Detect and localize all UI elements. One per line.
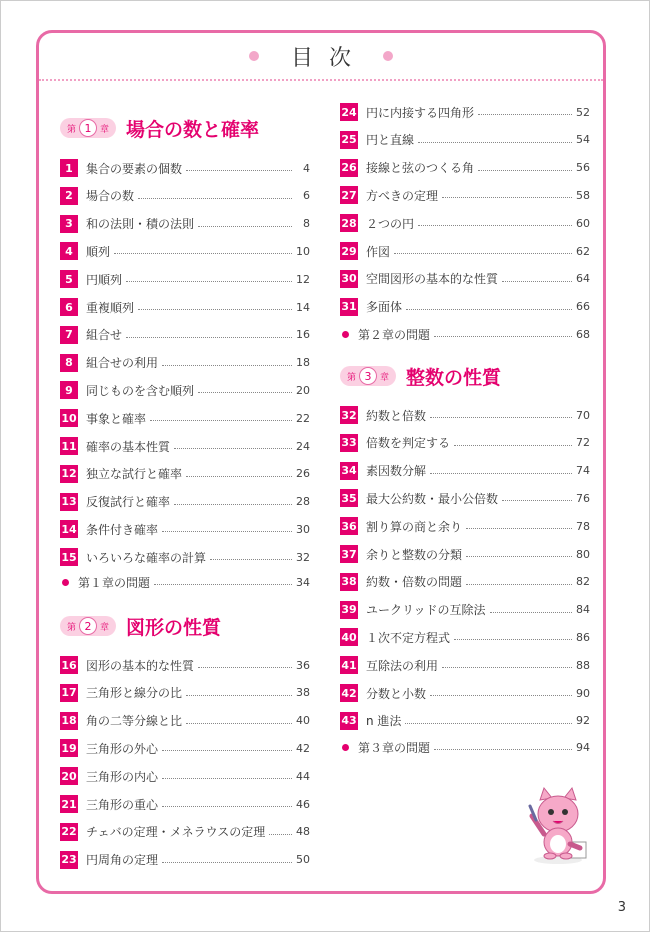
section-page: 66 xyxy=(576,300,590,314)
toc-entry[interactable] xyxy=(340,516,590,536)
dot-leader xyxy=(454,638,572,640)
section-page: 48 xyxy=(296,825,310,839)
section-number: 9 xyxy=(60,381,78,399)
dot-leader xyxy=(466,555,572,557)
toc-entry[interactable] xyxy=(60,408,310,428)
section-number: 2 xyxy=(60,187,78,205)
section-number: 23 xyxy=(60,851,78,869)
dot-leader xyxy=(466,583,572,585)
toc-entry[interactable] xyxy=(60,186,310,206)
section-title: 角の二等分線と比 xyxy=(86,714,183,729)
dot-leader xyxy=(394,252,572,254)
section-number: 27 xyxy=(340,186,358,204)
section-title: 互除法の利用 xyxy=(366,658,439,673)
dot-leader xyxy=(442,666,572,668)
chapter-3-heading xyxy=(340,362,501,390)
section-page: 14 xyxy=(296,300,310,314)
section-number: 43 xyxy=(340,712,358,730)
bullet-icon xyxy=(62,579,69,586)
dot-leader xyxy=(126,280,292,282)
dot-leader xyxy=(186,694,292,696)
toc-entry[interactable] xyxy=(60,214,310,234)
title-row xyxy=(39,33,603,79)
dot-leader xyxy=(418,224,572,226)
toc-entry[interactable] xyxy=(60,297,310,317)
section-title: 同じものを含む順列 xyxy=(86,383,195,398)
section-number: 22 xyxy=(60,823,78,841)
section-page: 52 xyxy=(576,105,590,119)
dot-leader xyxy=(466,527,572,529)
section-number: 37 xyxy=(340,545,358,563)
chapter-suffix: 章 xyxy=(380,372,390,383)
section-page: 36 xyxy=(296,658,310,672)
dot-leader xyxy=(502,280,572,282)
toc-entry[interactable] xyxy=(60,794,310,814)
toc-entry[interactable] xyxy=(340,627,590,647)
section-number: 11 xyxy=(60,437,78,455)
title-dot-right xyxy=(383,51,393,61)
section-number: 26 xyxy=(340,159,358,177)
section-number: 21 xyxy=(60,795,78,813)
bullet-icon xyxy=(342,744,349,751)
dot-leader xyxy=(138,197,292,199)
section-page: 38 xyxy=(296,686,310,700)
section-title: 多面体 xyxy=(366,300,403,315)
section-number: 12 xyxy=(60,465,78,483)
toc-entry[interactable] xyxy=(60,519,310,539)
section-title: 素因数分解 xyxy=(366,464,427,479)
section-number: 31 xyxy=(340,298,358,316)
section-title: 組合せ xyxy=(86,328,123,343)
dot-leader xyxy=(418,141,572,143)
section-title: 割り算の商と余り xyxy=(366,519,463,534)
section-title: 条件付き確率 xyxy=(86,522,159,537)
section-title: 確率の基本性質 xyxy=(86,439,171,454)
pink-cat-mascot-icon xyxy=(522,786,592,866)
section-number: 24 xyxy=(340,103,358,121)
chapter-3-badge xyxy=(340,366,396,386)
section-number: 14 xyxy=(60,520,78,538)
toc-entry[interactable] xyxy=(60,158,310,178)
title-divider xyxy=(39,79,603,81)
section-title: いろいろな確率の計算 xyxy=(86,550,207,565)
dot-leader xyxy=(198,391,292,393)
dot-leader xyxy=(162,749,292,751)
section-title: 三角形の外心 xyxy=(86,741,159,756)
section-page: 74 xyxy=(576,464,590,478)
toc-entry[interactable] xyxy=(60,738,310,758)
dot-leader xyxy=(114,252,292,254)
section-title: 集合の要素の個数 xyxy=(86,161,183,176)
toc-entry[interactable] xyxy=(60,822,310,842)
toc-entry[interactable] xyxy=(60,547,310,567)
section-title: 円に内接する四角形 xyxy=(366,105,475,120)
dot-leader xyxy=(405,722,572,724)
chapter-problems-entry[interactable] xyxy=(340,737,590,757)
section-page: 28 xyxy=(296,495,310,509)
section-page: 10 xyxy=(296,244,310,258)
dot-leader xyxy=(162,530,292,532)
dot-leader xyxy=(442,196,572,198)
section-page: 12 xyxy=(296,272,310,286)
section-title: 事象と確率 xyxy=(86,411,147,426)
section-page: 90 xyxy=(576,686,590,700)
section-number: 8 xyxy=(60,354,78,372)
section-page: 54 xyxy=(576,133,590,147)
section-number: 16 xyxy=(60,656,78,674)
section-number: 39 xyxy=(340,601,358,619)
section-page: 64 xyxy=(576,272,590,286)
dot-leader xyxy=(490,611,572,613)
toc-entry[interactable] xyxy=(340,297,590,317)
dot-leader xyxy=(198,666,292,668)
section-page: 62 xyxy=(576,244,590,258)
chapter-suffix: 章 xyxy=(100,124,110,135)
toc-entry[interactable] xyxy=(340,572,590,592)
dot-leader xyxy=(150,419,292,421)
section-number: 33 xyxy=(340,434,358,452)
dot-leader xyxy=(430,472,572,474)
section-title: １次不定方程式 xyxy=(366,630,451,645)
section-title: 分数と小数 xyxy=(366,686,427,701)
dot-leader xyxy=(126,336,292,338)
chapter-3-title: 整数の性質 xyxy=(406,366,502,389)
section-title: 三角形と線分の比 xyxy=(86,686,183,701)
problems-page: 34 xyxy=(296,575,310,589)
toc-entry[interactable] xyxy=(60,655,310,675)
section-page: 22 xyxy=(296,411,310,425)
toc-entry[interactable] xyxy=(60,492,310,512)
section-page: 20 xyxy=(296,383,310,397)
section-title: 三角形の内心 xyxy=(86,769,159,784)
section-number: 38 xyxy=(340,573,358,591)
dot-leader xyxy=(154,583,292,585)
section-title: 接線と弦のつくる角 xyxy=(366,161,475,176)
chapter-prefix: 第 xyxy=(347,372,357,383)
section-number: 40 xyxy=(340,628,358,646)
section-number: 30 xyxy=(340,270,358,288)
toc-entry[interactable] xyxy=(340,269,590,289)
toc-entry[interactable] xyxy=(340,102,590,122)
chapter-problems-entry[interactable] xyxy=(60,572,310,592)
section-number: 28 xyxy=(340,214,358,232)
toc-entry[interactable] xyxy=(60,436,310,456)
section-page: 78 xyxy=(576,519,590,533)
toc-entry[interactable] xyxy=(340,185,590,205)
section-page: 30 xyxy=(296,522,310,536)
toc-entry[interactable] xyxy=(340,600,590,620)
chapter-2-badge xyxy=(60,616,116,636)
chapter-prefix: 第 xyxy=(67,124,77,135)
section-page: 46 xyxy=(296,797,310,811)
section-title: 三角形の重心 xyxy=(86,797,159,812)
dot-leader xyxy=(478,113,572,115)
dot-leader xyxy=(174,503,292,505)
chapter-2-heading xyxy=(60,612,221,640)
toc-entry[interactable] xyxy=(340,130,590,150)
dot-leader xyxy=(434,335,572,337)
chapter-number: 2 xyxy=(79,617,97,635)
toc-entry[interactable] xyxy=(60,850,310,870)
toc-entry[interactable] xyxy=(60,353,310,373)
toc-entry[interactable] xyxy=(60,241,310,261)
section-title: 反復試行と確率 xyxy=(86,495,171,510)
section-title: 場合の数 xyxy=(86,189,135,204)
section-title: 図形の基本的な性質 xyxy=(86,658,195,673)
section-number: 7 xyxy=(60,326,78,344)
section-number: 36 xyxy=(340,517,358,535)
section-title: 組合せの利用 xyxy=(86,356,159,371)
dot-leader xyxy=(198,225,292,227)
section-number: 19 xyxy=(60,739,78,757)
toc-entry[interactable] xyxy=(340,461,590,481)
toc-entry[interactable] xyxy=(60,380,310,400)
dot-leader xyxy=(434,748,572,750)
problems-title: 第２章の問題 xyxy=(358,327,431,342)
chapter-1-title: 場合の数と確率 xyxy=(126,118,260,141)
section-title: n 進法 xyxy=(366,714,402,729)
section-page: 6 xyxy=(303,189,310,203)
problems-title: 第１章の問題 xyxy=(78,575,151,590)
dot-leader xyxy=(406,308,572,310)
chapter-number: 1 xyxy=(79,119,97,137)
dot-leader xyxy=(162,364,292,366)
bullet-icon xyxy=(342,331,349,338)
section-page: 88 xyxy=(576,658,590,672)
section-page: 84 xyxy=(576,603,590,617)
toc-entry[interactable] xyxy=(60,269,310,289)
toc-entry[interactable] xyxy=(340,405,590,425)
page-title: 目次 xyxy=(290,45,367,71)
section-number: 20 xyxy=(60,767,78,785)
section-page: 4 xyxy=(303,161,310,175)
section-title: 約数と倍数 xyxy=(366,408,427,423)
toc-entry[interactable] xyxy=(60,464,310,484)
section-number: 34 xyxy=(340,462,358,480)
section-page: 92 xyxy=(576,714,590,728)
section-title: 余りと整数の分類 xyxy=(366,547,463,562)
toc-entry[interactable] xyxy=(60,683,310,703)
dot-leader xyxy=(478,169,572,171)
section-number: 3 xyxy=(60,215,78,233)
dot-leader xyxy=(186,722,292,724)
section-title: 作図 xyxy=(366,244,391,259)
dot-leader xyxy=(210,558,292,560)
dot-leader xyxy=(186,475,292,477)
section-number: 4 xyxy=(60,242,78,260)
problems-title: 第３章の問題 xyxy=(358,740,431,755)
toc-entry[interactable] xyxy=(340,544,590,564)
chapter-suffix: 章 xyxy=(100,622,110,633)
toc-entry[interactable] xyxy=(60,766,310,786)
section-number: 42 xyxy=(340,684,358,702)
section-page: 8 xyxy=(303,217,310,231)
section-page: 58 xyxy=(576,188,590,202)
toc-entry[interactable] xyxy=(340,433,590,453)
section-number: 6 xyxy=(60,298,78,316)
section-title: 方べきの定理 xyxy=(366,188,439,203)
toc-entry[interactable] xyxy=(60,711,310,731)
section-title: チェバの定理・メネラウスの定理 xyxy=(86,825,266,840)
section-page: 18 xyxy=(296,356,310,370)
section-page: 60 xyxy=(576,216,590,230)
dot-leader xyxy=(162,777,292,779)
section-number: 5 xyxy=(60,270,78,288)
chapter-1-badge xyxy=(60,118,116,138)
chapter-2-title: 図形の性質 xyxy=(126,616,222,639)
section-number: 25 xyxy=(340,131,358,149)
section-title: 重複順列 xyxy=(86,300,135,315)
section-number: 15 xyxy=(60,548,78,566)
toc-entry[interactable] xyxy=(340,213,590,233)
dot-leader xyxy=(162,861,292,863)
section-page: 86 xyxy=(576,630,590,644)
toc-entry[interactable] xyxy=(340,241,590,261)
section-title: 倍数を判定する xyxy=(366,436,451,451)
section-title: 空間図形の基本的な性質 xyxy=(366,272,499,287)
dot-leader xyxy=(138,308,292,310)
problems-page: 94 xyxy=(576,740,590,754)
section-title: 和の法則・積の法則 xyxy=(86,217,195,232)
section-title: ユークリッドの互除法 xyxy=(366,603,486,618)
dot-leader xyxy=(454,444,572,446)
dot-leader xyxy=(174,447,292,449)
section-title: 最大公約数・最小公倍数 xyxy=(366,491,499,506)
section-page: 76 xyxy=(576,491,590,505)
section-number: 18 xyxy=(60,712,78,730)
problems-page: 68 xyxy=(576,327,590,341)
section-page: 40 xyxy=(296,714,310,728)
section-title: 独立な試行と確率 xyxy=(86,467,183,482)
chapter-prefix: 第 xyxy=(67,622,77,633)
section-page: 70 xyxy=(576,408,590,422)
dot-leader xyxy=(430,694,572,696)
section-number: 13 xyxy=(60,493,78,511)
page-number: 3 xyxy=(617,900,626,915)
dot-leader xyxy=(502,499,572,501)
toc-entry[interactable] xyxy=(340,711,590,731)
section-page: 44 xyxy=(296,769,310,783)
section-number: 1 xyxy=(60,159,78,177)
section-number: 10 xyxy=(60,409,78,427)
section-number: 17 xyxy=(60,684,78,702)
section-title: 順列 xyxy=(86,244,111,259)
dot-leader xyxy=(430,416,572,418)
dot-leader xyxy=(186,169,292,171)
section-page: 26 xyxy=(296,467,310,481)
section-title: 円と直線 xyxy=(366,133,415,148)
toc-entry[interactable] xyxy=(60,325,310,345)
section-page: 42 xyxy=(296,741,310,755)
section-number: 29 xyxy=(340,242,358,260)
chapter-number: 3 xyxy=(359,367,377,385)
dot-leader xyxy=(269,833,292,835)
section-page: 16 xyxy=(296,328,310,342)
section-page: 32 xyxy=(296,550,310,564)
section-number: 41 xyxy=(340,656,358,674)
title-dot-left xyxy=(249,51,259,61)
toc-entry[interactable] xyxy=(340,655,590,675)
chapter-1-heading xyxy=(60,114,259,142)
section-title: 約数・倍数の問題 xyxy=(366,575,463,590)
toc-entry[interactable] xyxy=(340,158,590,178)
section-page: 72 xyxy=(576,436,590,450)
dot-leader xyxy=(162,805,292,807)
section-number: 35 xyxy=(340,489,358,507)
toc-entry[interactable] xyxy=(340,683,590,703)
section-page: 80 xyxy=(576,547,590,561)
section-page: 82 xyxy=(576,575,590,589)
toc-entry[interactable] xyxy=(340,488,590,508)
section-title: ２つの円 xyxy=(366,216,415,231)
section-title: 円順列 xyxy=(86,272,123,287)
section-page: 24 xyxy=(296,439,310,453)
section-page: 56 xyxy=(576,161,590,175)
section-title: 円周角の定理 xyxy=(86,853,159,868)
section-number: 32 xyxy=(340,406,358,424)
section-page: 50 xyxy=(296,853,310,867)
chapter-problems-entry[interactable] xyxy=(340,324,590,344)
